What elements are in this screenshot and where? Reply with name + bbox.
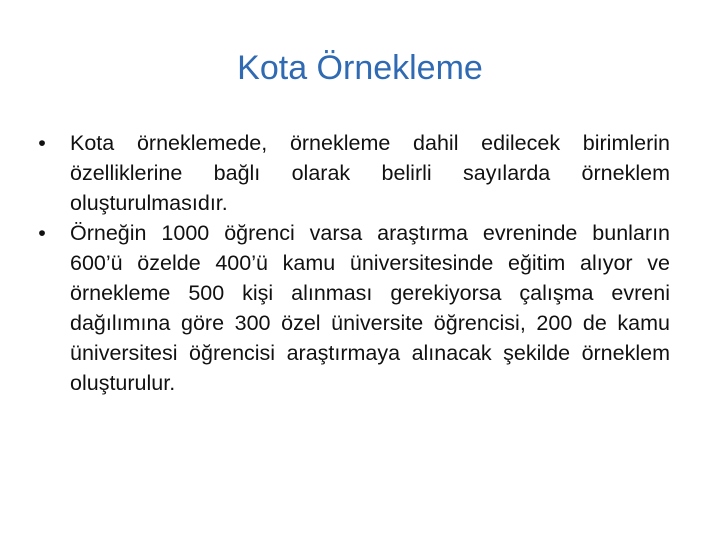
slide-title: Kota Örnekleme [237,49,483,87]
bullet-point-icon: • [38,131,46,155]
bullet-item [38,218,670,398]
bullet-text: Kota örneklemede, örnekleme dahil edilecek birimlerin özelliklerine bağlı olarak belirli sayılarda örneklem oluşturulmasıdır. [70,131,670,215]
bullet-list [38,128,670,398]
bullet-text: Örneğin 1000 öğrenci varsa araştırma evreninde bunların 600’ü özelde 400’ü kamu üniversitesinde eğitim alıyor ve örnekleme 500 kişi alınması gerekiyorsa çalışma evreni dağılımına göre 300 özel üniversite öğrencisi, 200 de kamu üniversitesi öğrencisi araştırmaya alınacak şekilde örneklem oluşturulur. [70,221,670,395]
bullet-point-icon: • [38,221,46,245]
bullet-item [38,128,670,218]
